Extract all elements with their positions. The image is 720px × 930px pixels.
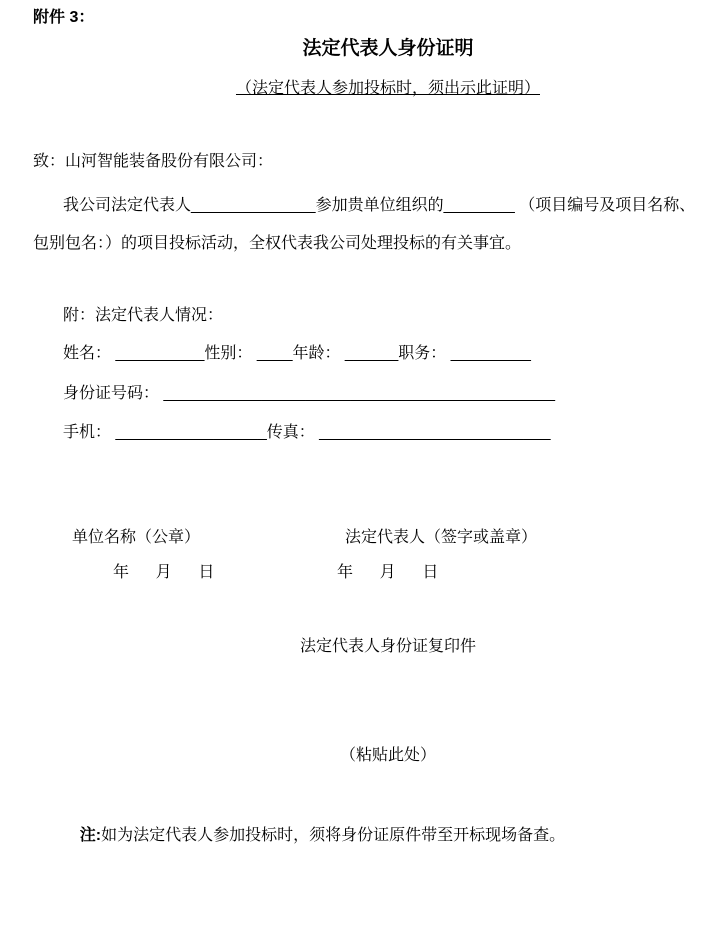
attachment-number-label: 附件 3： bbox=[33, 9, 95, 26]
representative-signature-label: 法定代表人（签字或盖章） bbox=[345, 529, 538, 546]
id-number-field-line: 身份证号码： ____________________________________________ bbox=[63, 385, 555, 402]
footnote-text: 如为法定代表人参加投标时，须将身份证原件带至开标现场备查。 bbox=[101, 827, 566, 844]
footnote-line bbox=[62, 807, 565, 864]
unit-date-line: 年 月 日 bbox=[113, 564, 215, 581]
document-title: 法定代表人身份证明 bbox=[302, 38, 474, 59]
addressee-line: 致：山河智能装备股份有限公司： bbox=[33, 153, 274, 170]
id-card-copy-title: 法定代表人身份证复印件 bbox=[299, 638, 476, 655]
name-gender-age-title-fields-line: 姓名： __________性别： ____年龄： ______职务： _________ bbox=[63, 345, 531, 362]
mobile-fax-fields-line: 手机： _________________传真： __________________________ bbox=[63, 424, 551, 441]
document-subtitle: （法定代表人参加投标时，须出示此证明） bbox=[235, 80, 540, 97]
representative-info-heading: 附：法定代表人情况： bbox=[63, 307, 224, 324]
intro-paragraph-line-2: 包别包名：）的项目投标活动，全权代表我公司处理投标的有关事宜。 bbox=[33, 235, 522, 252]
representative-date-line: 年 月 日 bbox=[337, 564, 439, 581]
intro-paragraph-line-1: 我公司法定代表人______________参加贵单位组织的________ （项目编号及项目名称、 bbox=[63, 197, 696, 214]
paste-here-placeholder: （粘贴此处） bbox=[339, 747, 436, 764]
unit-name-seal-label: 单位名称（公章） bbox=[72, 529, 201, 546]
footnote-label: 注: bbox=[79, 827, 102, 844]
